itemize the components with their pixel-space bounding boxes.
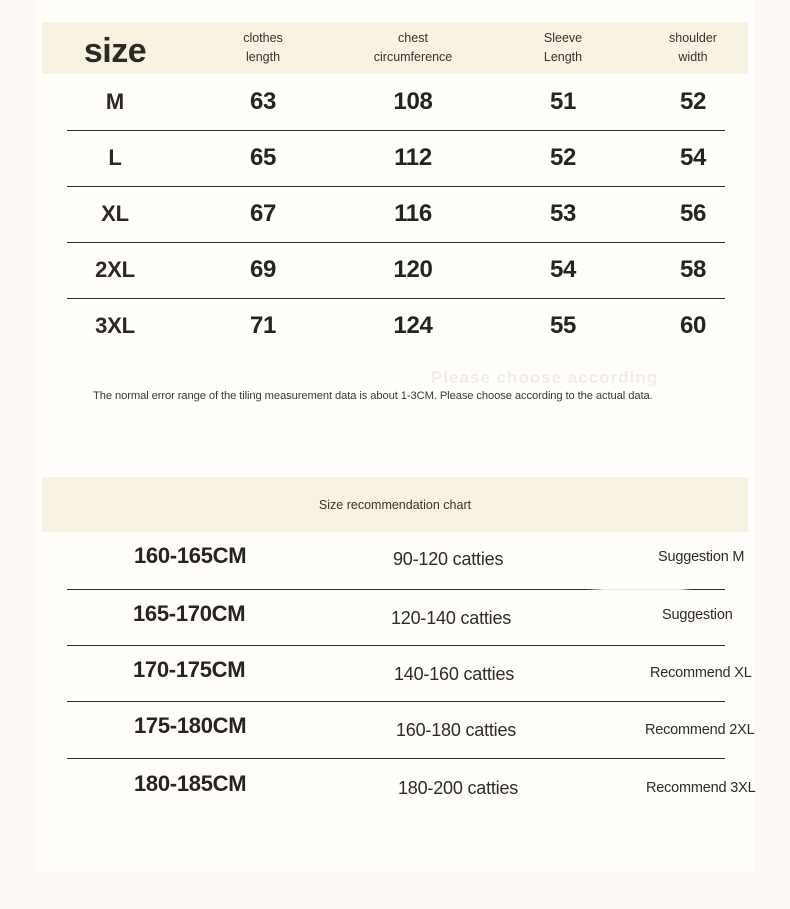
cell-sleeve-length: 53 xyxy=(549,200,577,227)
recommendation-suggestion: Recommend 2XL xyxy=(645,722,755,738)
cell-chest-circumference: 124 xyxy=(393,312,433,339)
recommendation-height: 165-170CM xyxy=(133,601,246,626)
chest-circumference-line2: circumference xyxy=(373,50,453,64)
recommendation-height: 180-185CM xyxy=(134,771,247,796)
cell-chest-circumference: 112 xyxy=(394,144,432,171)
clothes-length-line2: length xyxy=(245,50,281,64)
cell-shoulder-width: 52 xyxy=(679,88,707,115)
recommendation-suggestion: Suggestion xyxy=(662,607,733,623)
sleeve-length-line2: Length xyxy=(543,50,583,64)
cell-size: L xyxy=(108,145,122,170)
table-row xyxy=(42,186,748,242)
recommendation-height: 175-180CM xyxy=(134,713,247,738)
recommendation-suggestion: Recommend XL xyxy=(650,665,752,681)
recommendation-weight: 120-140 catties xyxy=(391,608,512,628)
cell-chest-circumference: 108 xyxy=(393,88,433,115)
cell-chest-circumference: 120 xyxy=(393,256,433,283)
column-header-shoulder-width xyxy=(638,29,748,68)
table-row xyxy=(42,74,748,130)
chest-circumference-line1: chest xyxy=(398,30,428,45)
cell-size: 3XL xyxy=(95,313,135,338)
recommendation-rows xyxy=(42,532,756,815)
column-header-clothes-length xyxy=(188,29,338,68)
recommendation-header xyxy=(42,477,748,532)
content-card xyxy=(36,0,754,872)
cell-size: XL xyxy=(101,201,129,226)
recommendation-weight: 160-180 catties xyxy=(396,720,517,740)
cell-sleeve-length: 51 xyxy=(549,88,577,115)
recommendation-height: 160-165CM xyxy=(134,543,247,568)
recommendation-suggestion: Suggestion M xyxy=(658,549,745,565)
measurement-note: The normal error range of the tiling measurement data is about 1-3CM. Please choose according to the actual data. xyxy=(93,390,653,402)
cell-clothes-length: 71 xyxy=(249,312,277,339)
cell-size: M xyxy=(105,89,125,114)
recommendation-suggestion: Recommend 3XL xyxy=(646,780,756,796)
cell-clothes-length: 65 xyxy=(249,144,277,171)
cell-clothes-length: 63 xyxy=(249,88,277,115)
table-row xyxy=(42,242,748,298)
sleeve-length-line1: Sleeve xyxy=(543,30,583,45)
size-recommendation-section xyxy=(42,477,756,815)
size-table xyxy=(42,22,748,354)
table-row xyxy=(42,130,748,186)
cell-clothes-length: 67 xyxy=(249,200,277,227)
cell-chest-circumference: 116 xyxy=(394,200,432,227)
list-item xyxy=(42,532,748,590)
size-table-header-row xyxy=(42,22,748,74)
cell-shoulder-width: 58 xyxy=(679,256,707,283)
shoulder-width-line1: shoulder xyxy=(669,30,717,45)
cell-shoulder-width: 54 xyxy=(679,144,707,171)
cell-sleeve-length: 52 xyxy=(549,144,577,171)
list-item xyxy=(42,702,755,759)
recommendation-height: 170-175CM xyxy=(133,657,246,682)
recommendation-weight: 140-160 catties xyxy=(394,664,515,684)
cell-shoulder-width: 56 xyxy=(679,200,707,227)
recommendation-title: Size recommendation chart xyxy=(318,497,472,512)
clothes-length-line1: clothes xyxy=(243,30,283,45)
recommendation-weight: 90-120 catties xyxy=(393,549,504,569)
column-header-size xyxy=(42,31,188,70)
column-header-sleeve-length xyxy=(488,29,638,68)
list-item xyxy=(42,590,748,646)
background-watermark: Please choose according xyxy=(431,368,659,387)
cell-clothes-length: 69 xyxy=(249,256,277,283)
table-row xyxy=(42,298,748,354)
size-header-label: size xyxy=(83,32,147,70)
shoulder-width-line2: width xyxy=(678,50,708,64)
column-header-chest-circumference xyxy=(338,29,488,68)
cell-sleeve-length: 54 xyxy=(549,256,577,283)
cell-size: 2XL xyxy=(95,257,135,282)
list-item xyxy=(42,646,752,702)
cell-sleeve-length: 55 xyxy=(549,312,577,339)
recommendation-weight: 180-200 catties xyxy=(398,778,519,798)
list-item xyxy=(42,759,756,815)
cell-shoulder-width: 60 xyxy=(679,312,707,339)
